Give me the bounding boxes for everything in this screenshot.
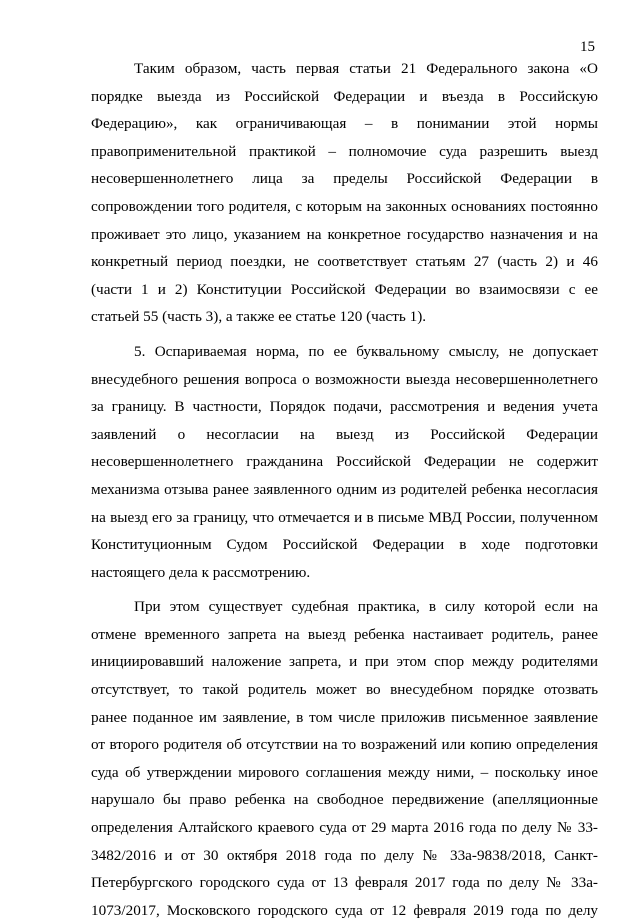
text-line: порядке выезда из Российской Федерации и въезда в Российскую xyxy=(91,87,598,105)
text-line: 1073/2017, Московского городского суда от 12 февраля 2019 года по делу xyxy=(91,901,598,919)
text-line: на выезд его за границу, что отмечается и в письме МВД России, полученном xyxy=(91,508,598,526)
text-line: сопровождении того родителя, с которым на законных основаниях постоянно xyxy=(91,197,598,215)
text-line: несовершеннолетнего лица за пределы Российской Федерации в xyxy=(91,170,598,188)
text-line: правоприменительной практикой – полномочие суда разрешить выезд xyxy=(91,142,598,160)
text-line: отмене временного запрета на выезд ребенка настаивает родитель, ранее xyxy=(91,625,598,643)
text-line: инициировавший наложение запрета, и при этом спор между родителями xyxy=(91,653,598,671)
text-line: отсутствует, то такой родитель может во внесудебном порядке отозвать xyxy=(91,681,598,699)
text-line: статьей 55 (часть 3), а также ее статье 120 (часть 1). xyxy=(91,308,427,326)
text-line: 5. Оспариваемая норма, по ее буквальному смыслу, не допускает xyxy=(134,342,598,360)
text-line: ранее поданное им заявление, в том числе приложив письменное заявление xyxy=(91,708,598,726)
text-line: настоящего дела к рассмотрению. xyxy=(91,563,311,581)
text-line: за границу. В частности, Порядок подачи, рассмотрения и ведения учета xyxy=(91,398,598,416)
text-line: нарушало бы право ребенка на свободное передвижение (апелляционные xyxy=(91,791,598,809)
text-line: Таким образом, часть первая статьи 21 Федерального закона «О xyxy=(134,60,598,77)
text-line: Петербургского городского суда от 13 февраля 2017 года по делу № 33а- xyxy=(91,874,598,892)
text-line: заявлений о несогласии на выезд из Российской Федерации xyxy=(91,425,598,443)
text-line: Конституционным Судом Российской Федерации в ходе подготовки xyxy=(91,536,598,554)
paragraph-judicial-practice xyxy=(91,593,598,924)
page-number: 15 xyxy=(580,39,595,55)
text-line: При этом существует судебная практика, в силу которой если на xyxy=(134,598,598,616)
text-line: (части 1 и 2) Конституции Российской Федерации во взаимосвязи с ее xyxy=(91,280,598,298)
text-line: механизма отзыва ранее заявленного одним из родителей ребенка несогласия xyxy=(91,480,598,498)
paragraph-conclusion xyxy=(91,55,598,331)
text-line: Федерацию», как ограничивающая – в понимании этой нормы xyxy=(91,115,598,133)
text-line: несовершеннолетнего гражданина Российской Федерации не содержит xyxy=(91,453,598,471)
text-line: конкретный период поездки, не соответствует статьям 27 (часть 2) и 46 xyxy=(91,253,598,271)
text-line: определения Алтайского краевого суда от 29 марта 2016 года по делу № 33- xyxy=(91,819,598,837)
text-line: 3482/2016 и от 30 октября 2018 года по делу № 33а-9838/2018, Санкт- xyxy=(91,846,598,864)
text-line: суда об утверждении мирового соглашения между ними, – поскольку иное xyxy=(91,763,598,781)
paragraph-5 xyxy=(91,338,598,586)
text-line: проживает это лицо, указанием на конкретное государство назначения и на xyxy=(91,225,598,243)
body-text xyxy=(91,55,598,924)
text-line: внесудебного решения вопроса о возможности выезда несовершеннолетнего xyxy=(91,370,598,388)
text-line: от второго родителя об отсутствии на то возражений или копию определения xyxy=(91,736,598,754)
